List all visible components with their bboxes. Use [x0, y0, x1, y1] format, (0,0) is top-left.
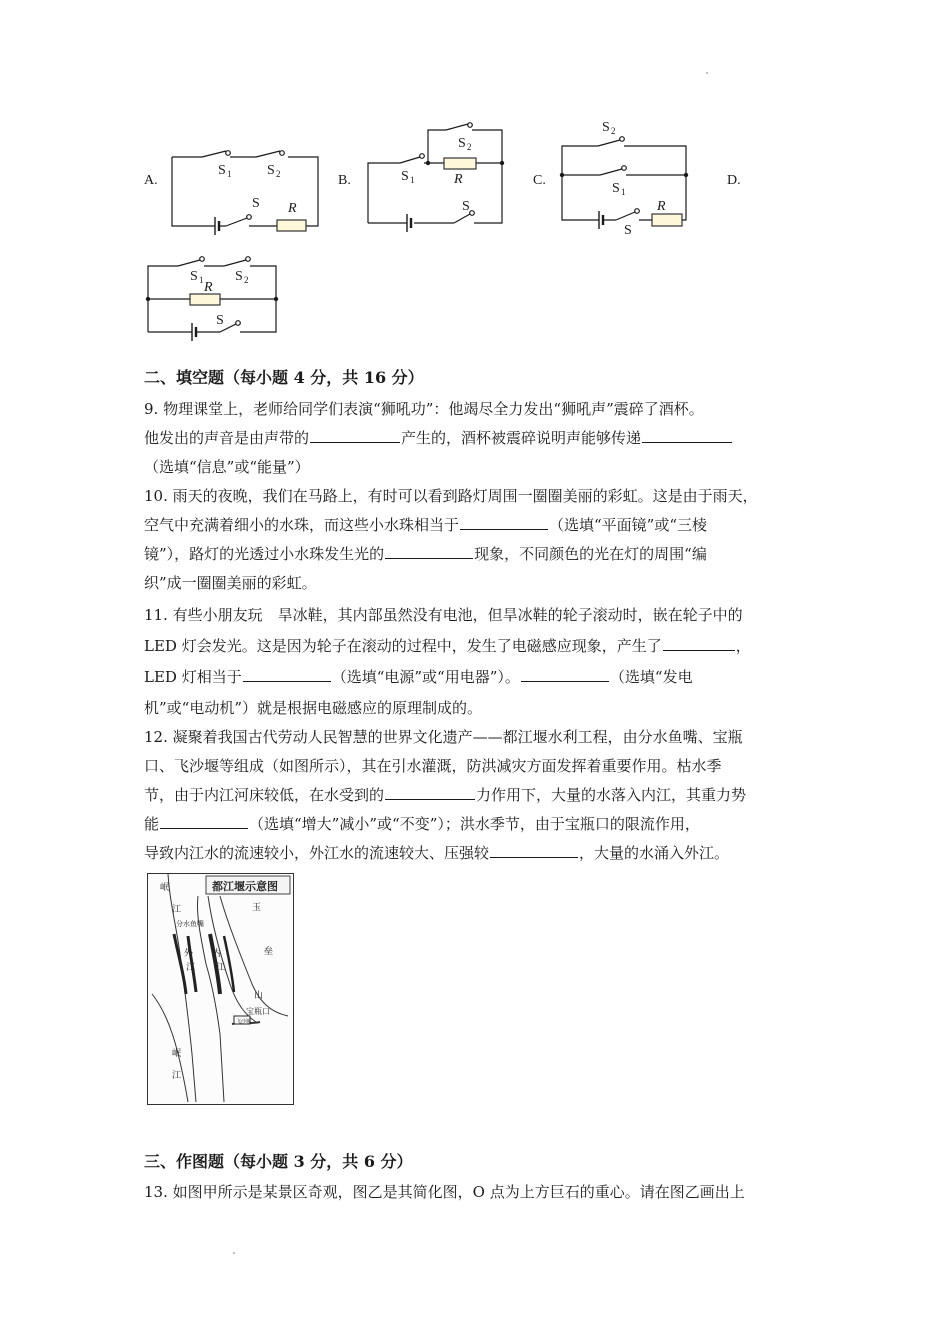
map-label-wai: 外: [184, 949, 194, 959]
switch-s-label: S: [462, 199, 470, 214]
switch-s1-subscript: 1: [227, 169, 232, 179]
question-10-text: （选填“平面镜”或“三棱: [549, 516, 708, 534]
question-11: [144, 600, 751, 724]
answer-blank[interactable]: [385, 543, 473, 559]
answer-blank[interactable]: [490, 842, 578, 858]
question-12-text: 能: [144, 815, 160, 833]
switch-s1-label: S: [612, 181, 620, 196]
question-13-line-1: 13. 如图甲所示是某景区奇观，图乙是其简化图，O 点为上方巨石的重心。请在图乙画出上: [144, 1183, 745, 1201]
question-12-text: 导致内江水的流速较小，外江水的流速较大、压强较: [144, 844, 490, 862]
switch-s-label: S: [216, 313, 224, 328]
resistor-r-label: R: [657, 199, 666, 214]
question-9-text: 产生的，酒杯被震碎说明声能够传递: [401, 429, 642, 447]
question-12: [144, 723, 746, 868]
map-label-jiang: 江: [186, 963, 196, 973]
switch-s2-label: S: [602, 120, 610, 135]
map-label-yu: 玉: [252, 903, 262, 913]
resistor-r-label: R: [288, 201, 297, 216]
option-c-label: C.: [533, 173, 546, 188]
question-10-text: 现象，不同颜色的光在灯的周围“编: [474, 545, 707, 563]
question-10-line-4: 织”成一圈圈美丽的彩虹。: [144, 574, 317, 592]
question-10: [144, 482, 758, 598]
switch-s2-subscript: 2: [244, 275, 249, 285]
switch-s-label: S: [624, 223, 632, 238]
switch-s2-subscript: 2: [276, 169, 281, 179]
question-9: [144, 395, 733, 482]
question-12-text: ，大量的水涌入外江。: [579, 844, 730, 862]
map-label-min: 岷: [172, 1049, 182, 1059]
question-11-text: LED 灯相当于: [144, 668, 242, 686]
answer-blank[interactable]: [460, 514, 548, 530]
switch-s2-label: S: [458, 136, 466, 151]
switch-s-label: S: [252, 196, 260, 211]
question-12-line-1: 12. 凝聚着我国古代劳动人民智慧的世界文化遗产——都江堰水利工程，由分水鱼嘴、宝瓶: [144, 728, 743, 746]
resistor-r-label: R: [204, 280, 213, 295]
circuit-diagram-d: [146, 258, 281, 343]
question-11-text: ，: [735, 637, 751, 655]
map-label-nei: 内: [212, 949, 222, 959]
option-b-label: B.: [338, 173, 351, 188]
map-label-lei: 垒: [264, 947, 274, 957]
question-11-line-3: [144, 662, 751, 693]
page-speck: [233, 1252, 235, 1254]
map-label-baopingkou: 宝瓶口: [246, 1007, 270, 1016]
question-9-line-3: （选填“信息”或“能量”）: [144, 458, 310, 476]
answer-blank[interactable]: [243, 666, 331, 682]
map-label-jiang: 江: [216, 963, 226, 973]
map-label-min: 岷: [160, 883, 170, 893]
question-10-line-3: [144, 540, 758, 569]
circuit-diagram-b: [366, 125, 506, 233]
question-11-text: （选填“电源”或“用电器”）。: [331, 668, 520, 686]
switch-s2-subscript: 2: [611, 126, 616, 136]
map-label-jiang: 江: [172, 905, 182, 915]
question-12-line-4: [144, 810, 746, 839]
map-label-shan: 山: [254, 991, 264, 1001]
page-speck: [706, 72, 708, 74]
question-12-line-2: 口、飞沙堰等组成（如图所示），其在引水灌溉，防洪减灾方面发挥着重要作用。枯水季: [144, 757, 722, 775]
question-11-text: LED 灯会发光。这是因为轮子在滚动的过程中，发生了电磁感应现象，产生了: [144, 637, 662, 655]
question-10-line-2: [144, 511, 758, 540]
question-10-line-1: 10. 雨天的夜晚，我们在马路上，有时可以看到路灯周围一圈圈美丽的彩虹。这是由于雨天，: [144, 487, 758, 505]
question-12-line-5: [144, 839, 746, 868]
switch-s1-subscript: 1: [199, 275, 204, 285]
option-d-label: D.: [727, 173, 741, 188]
circuit-diagram-c: [560, 118, 690, 238]
answer-blank[interactable]: [663, 635, 735, 651]
question-12-text: （选填“增大”减小”或“不变”）；洪水季节，由于宝瓶口的限流作用，: [249, 815, 700, 833]
question-11-line-1: 11. 有些小朋友玩 旱冰鞋，其内部虽然没有电池，但旱冰鞋的轮子滚动时，嵌在轮子中的: [144, 606, 743, 624]
switch-s2-label: S: [267, 163, 275, 178]
resistor-r-label: R: [454, 172, 463, 187]
question-12-line-3: [144, 781, 746, 810]
question-9-line-2: [144, 424, 733, 453]
question-12-text: 力作用下，大量的水落入内江，其重力势: [476, 786, 747, 804]
answer-blank[interactable]: [385, 784, 475, 800]
answer-blank[interactable]: [160, 813, 248, 829]
section-three-heading: 三、作图题（每小题 3 分，共 6 分）: [144, 1152, 413, 1171]
circuit-diagram-a: [170, 150, 320, 235]
dujiangyan-map: [147, 873, 294, 1105]
question-9-text: 他发出的声音是由声带的: [144, 429, 310, 447]
question-12-text: 节，由于内江河床较低，在水受到的: [144, 786, 385, 804]
question-9-line-1: 9. 物理课堂上，老师给同学们表演“狮吼功”：他竭尽全力发出“狮吼声”震碎了酒杯。: [144, 400, 704, 418]
switch-s1-label: S: [190, 269, 198, 284]
question-10-text: 空气中充满着细小的水珠，而这些小水珠相当于: [144, 516, 460, 534]
map-label-jiang: 江: [172, 1071, 182, 1081]
switch-s1-subscript: 1: [410, 175, 415, 185]
answer-blank[interactable]: [642, 427, 732, 443]
switch-s2-label: S: [235, 269, 243, 284]
map-label-fenshui-yuzui: 分水鱼嘴: [176, 920, 204, 928]
question-10-text: 镜”），路灯的光透过小水珠发生光的: [144, 545, 385, 563]
question-11-text: （选填“发电: [609, 668, 693, 686]
question-11-line-2: [144, 631, 751, 662]
question-11-line-4: 机”或“电动机”）就是根据电磁感应的原理制成的。: [144, 699, 483, 717]
answer-blank[interactable]: [310, 427, 400, 443]
map-title: 都江堰示意图: [212, 880, 278, 893]
switch-s2-subscript: 2: [467, 142, 472, 152]
answer-blank[interactable]: [521, 666, 609, 682]
switch-s1-label: S: [401, 169, 409, 184]
switch-s1-label: S: [218, 163, 226, 178]
section-two-heading: 二、填空题（每小题 4 分，共 16 分）: [144, 368, 424, 387]
switch-s1-subscript: 1: [621, 187, 626, 197]
option-a-label: A.: [144, 173, 158, 188]
map-label-feishayan: 飞沙堰: [236, 1019, 252, 1025]
